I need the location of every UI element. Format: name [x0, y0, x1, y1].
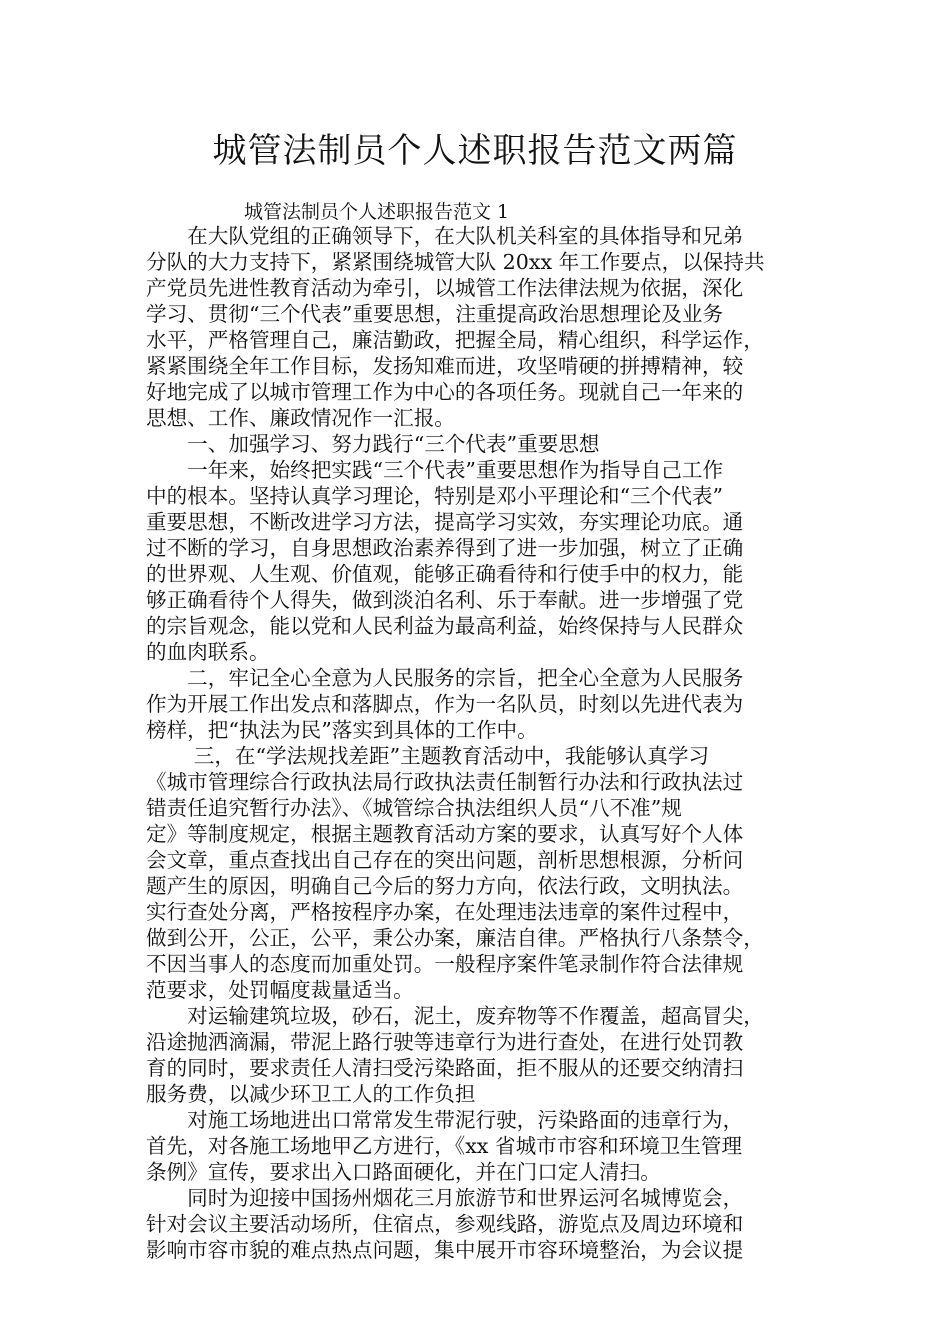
body-text-line: 一、加强学习、努力践行“三个代表”重要思想	[146, 432, 600, 456]
body-text-line: 在大队党组的正确领导下，在大队机关科室的具体指导和兄弟	[146, 224, 744, 248]
body-text-line: 思想、工作、廉政情况作一汇报。	[146, 406, 455, 430]
body-text-line: 条例》宣传，要求出入口路面硬化，并在门口定人清扫。	[146, 1160, 661, 1184]
body-text-line: 对运输建筑垃圾，砂石，泥土，废弃物等不作覆盖，超高冒尖，	[146, 1004, 764, 1028]
body-text-line: 三，在“学法规找差距”主题教育活动中，我能够认真学习	[146, 744, 710, 768]
body-text-line: 对施工场地进出口常常发生带泥行驶，污染路面的违章行为，	[146, 1108, 744, 1132]
body-text-line: 影响市容市貌的难点热点问题，集中展开市容环境整治，为会议提	[146, 1238, 744, 1262]
body-text-line: 范要求，处罚幅度裁量适当。	[146, 978, 414, 1002]
body-text-line: 紧紧围绕全年工作目标，发扬知难而进，攻坚啃硬的拼搏精神，较	[146, 354, 744, 378]
body-text-line: 重要思想，不断改进学习方法，提高学习实效，夯实理论功底。通	[146, 510, 744, 534]
body-text-line: 针对会议主要活动场所，住宿点，参观线路，游览点及周边环境和	[146, 1212, 744, 1236]
body-text-line: 分队的大力支持下，紧紧围绕城管大队 20xx 年工作要点，以保持共	[146, 250, 765, 274]
body-text-line: 做到公开，公正，公平，秉公办案，廉洁自律。严格执行八条禁令，	[146, 926, 764, 950]
body-text-line: 学习、贯彻“三个代表”重要思想，注重提高政治思想理论及业务	[146, 302, 724, 326]
document-title: 城管法制员个人述职报告范文两篇	[212, 131, 738, 171]
body-text-line: 的宗旨观念，能以党和人民利益为最高利益，始终保持与人民群众	[146, 614, 744, 638]
body-text-line: 不因当事人的态度而加重处罚。一般程序案件笔录制作符合法律规	[146, 952, 744, 976]
body-text-line: 的世界观、人生观、价值观，能够正确看待和行使手中的权力，能	[146, 562, 744, 586]
body-text-line: 首先，对各施工场地甲乙方进行，《xx 省城市市容和环境卫生管理	[146, 1134, 743, 1158]
body-text-line: 沿途抛洒滴漏，带泥上路行驶等违章行为进行查处，在进行处罚教	[146, 1030, 744, 1054]
body-text-line: 错责任追究暂行办法》、《城管综合执法组织人员“八不准”规	[146, 796, 682, 820]
body-text-line: 好地完成了以城市管理工作为中心的各项任务。现就自己一年来的	[146, 380, 744, 404]
body-text-line: 作为开展工作出发点和落脚点，作为一名队员，时刻以先进代表为	[146, 692, 744, 716]
body-text-line: 同时为迎接中国扬州烟花三月旅游节和世界运河名城博览会，	[146, 1186, 744, 1210]
body-text-line: 育的同时，要求责任人清扫受污染路面，拒不服从的还要交纳清扫	[146, 1056, 744, 1080]
body-text-line: 服务费，以减少环卫工人的工作负担	[146, 1082, 476, 1106]
body-text-line: 二，牢记全心全意为人民服务的宗旨，把全心全意为人民服务	[146, 666, 744, 690]
body-text-line: 中的根本。坚持认真学习理论，特别是邓小平理论和“三个代表”	[146, 484, 724, 508]
body-text-line: 的血肉联系。	[146, 640, 270, 664]
body-text-line: 够正确看待个人得失，做到淡泊名利、乐于奉献。进一步增强了党	[146, 588, 744, 612]
body-text-line: 榜样，把“执法为民”落实到具体的工作中。	[146, 718, 538, 742]
body-text-line: 会文章，重点查找出自己存在的突出问题，剖析思想根源，分析问	[146, 848, 744, 872]
body-text-line: 题产生的原因，明确自己今后的努力方向，依法行政，文明执法。	[146, 874, 744, 898]
body-text-line: 产党员先进性教育活动为牵引，以城管工作法律法规为依据，深化	[146, 276, 744, 300]
body-text-line: 过不断的学习，自身思想政治素养得到了进一步加强，树立了正确	[146, 536, 744, 560]
body-text-line: 实行查处分离，严格按程序办案，在处理违法违章的案件过程中，	[146, 900, 744, 924]
body-text-line: 定》等制度规定，根据主题教育活动方案的要求，认真写好个人体	[146, 822, 744, 846]
body-text-line: 《城市管理综合行政执法局行政执法责任制暂行办法和行政执法过	[146, 770, 744, 794]
body-text-line: 一年来，始终把实践“三个代表”重要思想作为指导自己工作	[146, 458, 724, 482]
body-text-line: 水平，严格管理自己，廉洁勤政，把握全局，精心组织，科学运作，	[146, 328, 764, 352]
document-subtitle: 城管法制员个人述职报告范文 1	[244, 201, 510, 223]
